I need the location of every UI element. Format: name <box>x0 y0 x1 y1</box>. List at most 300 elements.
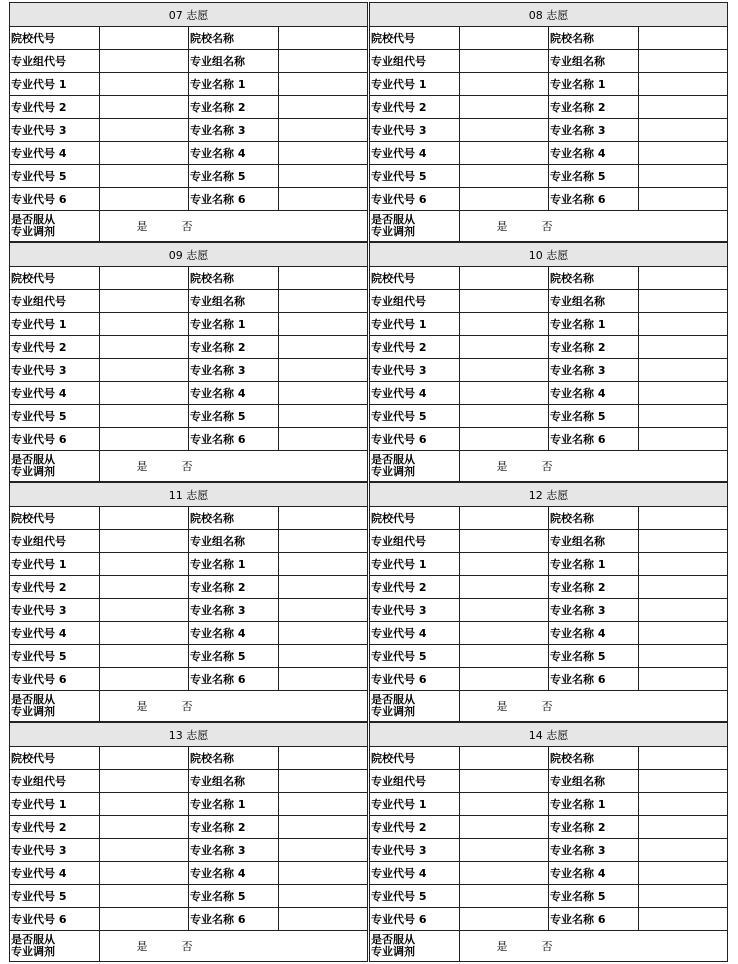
major-code-label: 专业代号 1 <box>10 312 100 335</box>
major-code-field[interactable] <box>99 187 189 210</box>
group-name-label: 专业组名称 <box>549 529 639 552</box>
group-code-label: 专业组代号 <box>10 49 100 72</box>
major-name-label: 专业名称 5 <box>549 884 639 907</box>
school-name-label: 院校名称 <box>189 27 279 50</box>
group-name-field[interactable] <box>638 769 728 792</box>
major-code-label: 专业代号 1 <box>10 552 100 575</box>
volunteer-block-12 <box>369 482 728 722</box>
major-name-field[interactable] <box>278 552 368 575</box>
major-name-field[interactable] <box>638 907 728 930</box>
school-code-label: 院校代号 <box>10 507 100 530</box>
major-name-field[interactable] <box>278 884 368 907</box>
major-name-field[interactable] <box>638 381 728 404</box>
major-name-field[interactable] <box>278 792 368 815</box>
major-name-label: 专业名称 4 <box>549 141 639 164</box>
volunteer-form-grid <box>9 2 728 962</box>
major-code-field[interactable] <box>99 427 189 450</box>
school-code-field[interactable] <box>99 267 189 290</box>
school-code-field[interactable] <box>459 267 549 290</box>
major-code-field[interactable] <box>99 644 189 667</box>
major-name-label: 专业名称 3 <box>549 118 639 141</box>
major-code-label: 专业代号 5 <box>370 644 460 667</box>
major-code-label: 专业代号 2 <box>370 575 460 598</box>
major-code-field[interactable] <box>459 404 549 427</box>
major-name-label: 专业名称 3 <box>189 118 279 141</box>
school-name-label: 院校名称 <box>549 747 639 770</box>
major-code-field[interactable] <box>459 815 549 838</box>
major-code-field[interactable] <box>99 838 189 861</box>
major-code-label: 专业代号 3 <box>370 118 460 141</box>
major-name-label: 专业名称 2 <box>549 815 639 838</box>
adjust-label-line2: 专业调剂 <box>11 224 55 238</box>
school-name-field[interactable] <box>638 507 728 530</box>
adjust-label <box>10 450 100 481</box>
school-code-label: 院校代号 <box>10 27 100 50</box>
major-code-label: 专业代号 3 <box>370 598 460 621</box>
school-code-field[interactable] <box>99 27 189 50</box>
major-name-field[interactable] <box>278 358 368 381</box>
group-name-label: 专业组名称 <box>549 769 639 792</box>
major-code-field[interactable] <box>459 187 549 210</box>
major-name-label: 专业名称 2 <box>549 575 639 598</box>
adjust-options <box>99 450 368 481</box>
major-code-field[interactable] <box>99 118 189 141</box>
major-code-label: 专业代号 4 <box>10 141 100 164</box>
major-code-field[interactable] <box>99 575 189 598</box>
adjust-label <box>370 210 460 241</box>
major-name-label: 专业名称 4 <box>549 381 639 404</box>
major-code-label: 专业代号 6 <box>10 187 100 210</box>
group-name-field[interactable] <box>638 529 728 552</box>
school-code-label: 院校代号 <box>10 267 100 290</box>
adjust-label <box>10 690 100 721</box>
major-code-label: 专业代号 4 <box>370 861 460 884</box>
school-name-field[interactable] <box>278 747 368 770</box>
major-code-label: 专业代号 4 <box>10 621 100 644</box>
major-name-label: 专业名称 4 <box>189 621 279 644</box>
major-code-label: 专业代号 2 <box>10 575 100 598</box>
major-code-field[interactable] <box>99 552 189 575</box>
school-name-field[interactable] <box>638 747 728 770</box>
major-code-field[interactable] <box>459 118 549 141</box>
major-name-field[interactable] <box>638 667 728 690</box>
adjust-label-line2: 专业调剂 <box>11 704 55 718</box>
major-name-field[interactable] <box>278 815 368 838</box>
major-name-field[interactable] <box>638 95 728 118</box>
volunteer-block-08 <box>369 2 728 242</box>
adjust-options <box>99 690 368 721</box>
major-code-field[interactable] <box>99 141 189 164</box>
major-name-label: 专业名称 1 <box>189 312 279 335</box>
major-code-field[interactable] <box>459 644 549 667</box>
adjust-yes-option[interactable]: 是 <box>496 699 508 713</box>
group-code-field[interactable] <box>99 769 189 792</box>
major-code-field[interactable] <box>99 598 189 621</box>
major-name-label: 专业名称 6 <box>189 667 279 690</box>
major-code-field[interactable] <box>99 312 189 335</box>
school-name-field[interactable] <box>638 267 728 290</box>
adjust-label-line2: 专业调剂 <box>371 704 415 718</box>
major-code-field[interactable] <box>459 381 549 404</box>
major-code-field[interactable] <box>99 884 189 907</box>
major-name-label: 专业名称 6 <box>549 427 639 450</box>
major-name-field[interactable] <box>278 381 368 404</box>
major-code-field[interactable] <box>459 427 549 450</box>
adjust-options <box>99 930 368 961</box>
major-code-field[interactable] <box>459 907 549 930</box>
school-name-field[interactable] <box>278 27 368 50</box>
adjust-no-option[interactable]: 否 <box>181 219 193 233</box>
major-name-label: 专业名称 6 <box>189 187 279 210</box>
major-name-field[interactable] <box>278 95 368 118</box>
major-code-field[interactable] <box>99 907 189 930</box>
major-code-label: 专业代号 5 <box>10 164 100 187</box>
group-name-label: 专业组名称 <box>189 49 279 72</box>
major-code-label: 专业代号 5 <box>10 884 100 907</box>
major-name-field[interactable] <box>638 792 728 815</box>
major-code-field[interactable] <box>459 72 549 95</box>
adjust-no-option[interactable]: 否 <box>181 939 193 953</box>
major-code-field[interactable] <box>99 95 189 118</box>
major-name-field[interactable] <box>638 312 728 335</box>
major-code-field[interactable] <box>459 141 549 164</box>
major-code-field[interactable] <box>459 598 549 621</box>
adjust-label-line1: 是否服从 <box>371 212 415 226</box>
adjust-yes-option[interactable]: 是 <box>136 699 148 713</box>
major-name-field[interactable] <box>278 575 368 598</box>
school-code-field[interactable] <box>459 507 549 530</box>
major-name-field[interactable] <box>278 404 368 427</box>
major-code-label: 专业代号 2 <box>370 815 460 838</box>
major-name-field[interactable] <box>278 907 368 930</box>
group-code-label: 专业组代号 <box>370 769 460 792</box>
adjust-label-line2: 专业调剂 <box>371 224 415 238</box>
volunteer-block-10 <box>369 242 728 482</box>
major-code-field[interactable] <box>99 792 189 815</box>
major-code-label: 专业代号 3 <box>370 358 460 381</box>
major-code-field[interactable] <box>459 667 549 690</box>
adjust-label <box>370 930 460 961</box>
major-name-field[interactable] <box>278 644 368 667</box>
major-name-label: 专业名称 1 <box>189 72 279 95</box>
major-code-field[interactable] <box>99 164 189 187</box>
major-name-field[interactable] <box>638 335 728 358</box>
major-code-field[interactable] <box>459 792 549 815</box>
major-name-label: 专业名称 2 <box>189 815 279 838</box>
adjust-label-line1: 是否服从 <box>11 932 55 946</box>
block-title: 10 志愿 <box>370 243 728 267</box>
group-name-label: 专业组名称 <box>189 289 279 312</box>
group-code-field[interactable] <box>459 769 549 792</box>
major-code-field[interactable] <box>459 621 549 644</box>
group-code-label: 专业组代号 <box>370 289 460 312</box>
major-name-field[interactable] <box>278 621 368 644</box>
major-code-field[interactable] <box>459 575 549 598</box>
major-code-label: 专业代号 1 <box>370 312 460 335</box>
group-name-field[interactable] <box>638 49 728 72</box>
major-name-label: 专业名称 3 <box>549 838 639 861</box>
major-name-field[interactable] <box>638 358 728 381</box>
major-code-label: 专业代号 6 <box>10 907 100 930</box>
block-title: 07 志愿 <box>10 3 368 27</box>
major-code-label: 专业代号 3 <box>10 358 100 381</box>
adjust-no-option[interactable]: 否 <box>541 699 553 713</box>
major-name-label: 专业名称 6 <box>189 427 279 450</box>
volunteer-block-11 <box>9 482 368 722</box>
block-title: 08 志愿 <box>370 3 728 27</box>
major-code-field[interactable] <box>99 72 189 95</box>
major-name-label: 专业名称 3 <box>189 838 279 861</box>
major-code-field[interactable] <box>99 404 189 427</box>
major-code-label: 专业代号 3 <box>10 598 100 621</box>
block-title: 13 志愿 <box>10 723 368 747</box>
volunteer-block-13 <box>9 722 368 962</box>
group-code-field[interactable] <box>99 529 189 552</box>
school-code-field[interactable] <box>459 747 549 770</box>
group-code-label: 专业组代号 <box>10 289 100 312</box>
major-name-field[interactable] <box>278 72 368 95</box>
major-name-label: 专业名称 1 <box>549 792 639 815</box>
adjust-label-line1: 是否服从 <box>11 212 55 226</box>
school-name-label: 院校名称 <box>189 267 279 290</box>
school-code-field[interactable] <box>99 747 189 770</box>
group-name-field[interactable] <box>278 289 368 312</box>
school-name-label: 院校名称 <box>189 747 279 770</box>
major-code-label: 专业代号 5 <box>370 404 460 427</box>
major-name-field[interactable] <box>278 838 368 861</box>
major-code-field[interactable] <box>459 164 549 187</box>
major-code-field[interactable] <box>99 335 189 358</box>
major-name-field[interactable] <box>638 118 728 141</box>
group-code-field[interactable] <box>459 289 549 312</box>
major-name-label: 专业名称 2 <box>549 95 639 118</box>
adjust-no-option[interactable]: 否 <box>541 459 553 473</box>
adjust-no-option[interactable]: 否 <box>541 939 553 953</box>
volunteer-block-09 <box>9 242 368 482</box>
major-code-label: 专业代号 2 <box>370 335 460 358</box>
adjust-yes-option[interactable]: 是 <box>496 219 508 233</box>
group-code-label: 专业组代号 <box>10 769 100 792</box>
major-name-label: 专业名称 5 <box>189 404 279 427</box>
major-code-label: 专业代号 1 <box>370 552 460 575</box>
adjust-label-line2: 专业调剂 <box>11 944 55 958</box>
major-code-field[interactable] <box>99 621 189 644</box>
adjust-no-option[interactable]: 否 <box>181 699 193 713</box>
major-name-field[interactable] <box>638 72 728 95</box>
group-name-field[interactable] <box>638 289 728 312</box>
major-code-label: 专业代号 2 <box>10 815 100 838</box>
major-name-field[interactable] <box>638 427 728 450</box>
major-name-label: 专业名称 5 <box>549 404 639 427</box>
group-name-field[interactable] <box>278 769 368 792</box>
major-name-label: 专业名称 5 <box>189 884 279 907</box>
group-code-field[interactable] <box>99 289 189 312</box>
school-code-label: 院校代号 <box>370 27 460 50</box>
school-code-label: 院校代号 <box>370 267 460 290</box>
major-name-label: 专业名称 3 <box>549 598 639 621</box>
school-name-field[interactable] <box>278 267 368 290</box>
adjust-yes-option[interactable]: 是 <box>136 219 148 233</box>
major-code-field[interactable] <box>99 861 189 884</box>
major-name-label: 专业名称 3 <box>549 358 639 381</box>
major-code-field[interactable] <box>99 381 189 404</box>
adjust-yes-option[interactable]: 是 <box>496 459 508 473</box>
school-code-label: 院校代号 <box>10 747 100 770</box>
major-code-label: 专业代号 3 <box>370 838 460 861</box>
major-name-field[interactable] <box>278 861 368 884</box>
major-name-field[interactable] <box>278 598 368 621</box>
group-code-label: 专业组代号 <box>370 49 460 72</box>
major-code-field[interactable] <box>459 884 549 907</box>
major-name-field[interactable] <box>638 404 728 427</box>
major-name-field[interactable] <box>638 598 728 621</box>
major-name-field[interactable] <box>278 118 368 141</box>
major-name-label: 专业名称 6 <box>189 907 279 930</box>
major-code-label: 专业代号 5 <box>10 644 100 667</box>
adjust-no-option[interactable]: 否 <box>541 219 553 233</box>
adjust-options <box>99 210 368 241</box>
major-code-label: 专业代号 1 <box>370 72 460 95</box>
major-name-field[interactable] <box>638 815 728 838</box>
major-name-field[interactable] <box>638 861 728 884</box>
adjust-label <box>10 930 100 961</box>
group-code-field[interactable] <box>459 529 549 552</box>
major-name-field[interactable] <box>638 621 728 644</box>
major-name-field[interactable] <box>638 644 728 667</box>
major-name-field[interactable] <box>278 141 368 164</box>
major-name-field[interactable] <box>638 164 728 187</box>
major-code-field[interactable] <box>459 335 549 358</box>
major-name-field[interactable] <box>278 335 368 358</box>
major-name-field[interactable] <box>638 552 728 575</box>
major-name-label: 专业名称 1 <box>549 552 639 575</box>
major-name-label: 专业名称 6 <box>549 667 639 690</box>
major-code-field[interactable] <box>459 861 549 884</box>
school-code-label: 院校代号 <box>370 507 460 530</box>
major-name-label: 专业名称 4 <box>189 141 279 164</box>
adjust-label-line2: 专业调剂 <box>371 944 415 958</box>
adjust-yes-option[interactable]: 是 <box>136 939 148 953</box>
school-name-field[interactable] <box>638 27 728 50</box>
major-code-label: 专业代号 1 <box>370 792 460 815</box>
school-name-label: 院校名称 <box>549 27 639 50</box>
major-name-label: 专业名称 5 <box>189 164 279 187</box>
adjust-yes-option[interactable]: 是 <box>136 459 148 473</box>
school-code-label: 院校代号 <box>370 747 460 770</box>
major-code-label: 专业代号 4 <box>10 381 100 404</box>
major-name-field[interactable] <box>278 667 368 690</box>
block-title: 11 志愿 <box>10 483 368 507</box>
school-name-field[interactable] <box>278 507 368 530</box>
group-name-label: 专业组名称 <box>189 529 279 552</box>
major-code-label: 专业代号 2 <box>370 95 460 118</box>
major-name-label: 专业名称 2 <box>189 575 279 598</box>
major-code-field[interactable] <box>99 358 189 381</box>
group-code-field[interactable] <box>459 49 549 72</box>
adjust-label-line1: 是否服从 <box>371 692 415 706</box>
major-name-field[interactable] <box>278 427 368 450</box>
major-name-field[interactable] <box>638 838 728 861</box>
major-name-label: 专业名称 6 <box>549 907 639 930</box>
group-name-label: 专业组名称 <box>549 49 639 72</box>
major-code-label: 专业代号 4 <box>10 861 100 884</box>
major-name-label: 专业名称 4 <box>189 381 279 404</box>
group-code-label: 专业组代号 <box>370 529 460 552</box>
major-code-label: 专业代号 6 <box>10 427 100 450</box>
major-name-label: 专业名称 4 <box>549 861 639 884</box>
major-name-label: 专业名称 5 <box>189 644 279 667</box>
major-name-label: 专业名称 2 <box>189 95 279 118</box>
adjust-label <box>10 210 100 241</box>
major-name-field[interactable] <box>278 187 368 210</box>
adjust-label-line1: 是否服从 <box>11 452 55 466</box>
major-name-field[interactable] <box>278 164 368 187</box>
major-name-label: 专业名称 1 <box>549 72 639 95</box>
major-name-label: 专业名称 1 <box>189 552 279 575</box>
adjust-options <box>459 930 728 961</box>
group-name-label: 专业组名称 <box>549 289 639 312</box>
school-code-field[interactable] <box>459 27 549 50</box>
major-name-label: 专业名称 3 <box>189 598 279 621</box>
major-name-label: 专业名称 1 <box>189 792 279 815</box>
major-name-field[interactable] <box>278 312 368 335</box>
school-code-field[interactable] <box>99 507 189 530</box>
major-name-field[interactable] <box>638 187 728 210</box>
volunteer-block-14 <box>369 722 728 962</box>
major-code-label: 专业代号 4 <box>370 621 460 644</box>
group-name-label: 专业组名称 <box>189 769 279 792</box>
major-code-label: 专业代号 6 <box>10 667 100 690</box>
major-code-label: 专业代号 6 <box>370 667 460 690</box>
adjust-yes-option[interactable]: 是 <box>496 939 508 953</box>
major-name-label: 专业名称 4 <box>549 621 639 644</box>
major-code-field[interactable] <box>459 95 549 118</box>
major-name-label: 专业名称 4 <box>189 861 279 884</box>
major-code-label: 专业代号 1 <box>10 792 100 815</box>
major-code-label: 专业代号 2 <box>10 95 100 118</box>
major-name-field[interactable] <box>638 884 728 907</box>
adjust-options <box>459 210 728 241</box>
school-name-label: 院校名称 <box>189 507 279 530</box>
adjust-label-line1: 是否服从 <box>371 932 415 946</box>
adjust-options <box>459 690 728 721</box>
major-code-label: 专业代号 6 <box>370 187 460 210</box>
major-name-label: 专业名称 5 <box>549 164 639 187</box>
major-code-label: 专业代号 1 <box>10 72 100 95</box>
major-name-label: 专业名称 2 <box>189 335 279 358</box>
group-name-field[interactable] <box>278 529 368 552</box>
adjust-label-line2: 专业调剂 <box>371 464 415 478</box>
group-code-field[interactable] <box>99 49 189 72</box>
adjust-no-option[interactable]: 否 <box>181 459 193 473</box>
major-name-field[interactable] <box>638 575 728 598</box>
block-title: 14 志愿 <box>370 723 728 747</box>
major-code-field[interactable] <box>99 667 189 690</box>
major-name-field[interactable] <box>638 141 728 164</box>
major-code-field[interactable] <box>459 838 549 861</box>
major-code-field[interactable] <box>459 358 549 381</box>
major-code-label: 专业代号 5 <box>370 164 460 187</box>
major-code-field[interactable] <box>459 312 549 335</box>
block-title: 09 志愿 <box>10 243 368 267</box>
group-name-field[interactable] <box>278 49 368 72</box>
major-code-label: 专业代号 2 <box>10 335 100 358</box>
volunteer-block-07 <box>9 2 368 242</box>
major-code-field[interactable] <box>99 815 189 838</box>
group-code-label: 专业组代号 <box>10 529 100 552</box>
major-code-field[interactable] <box>459 552 549 575</box>
major-code-label: 专业代号 4 <box>370 141 460 164</box>
